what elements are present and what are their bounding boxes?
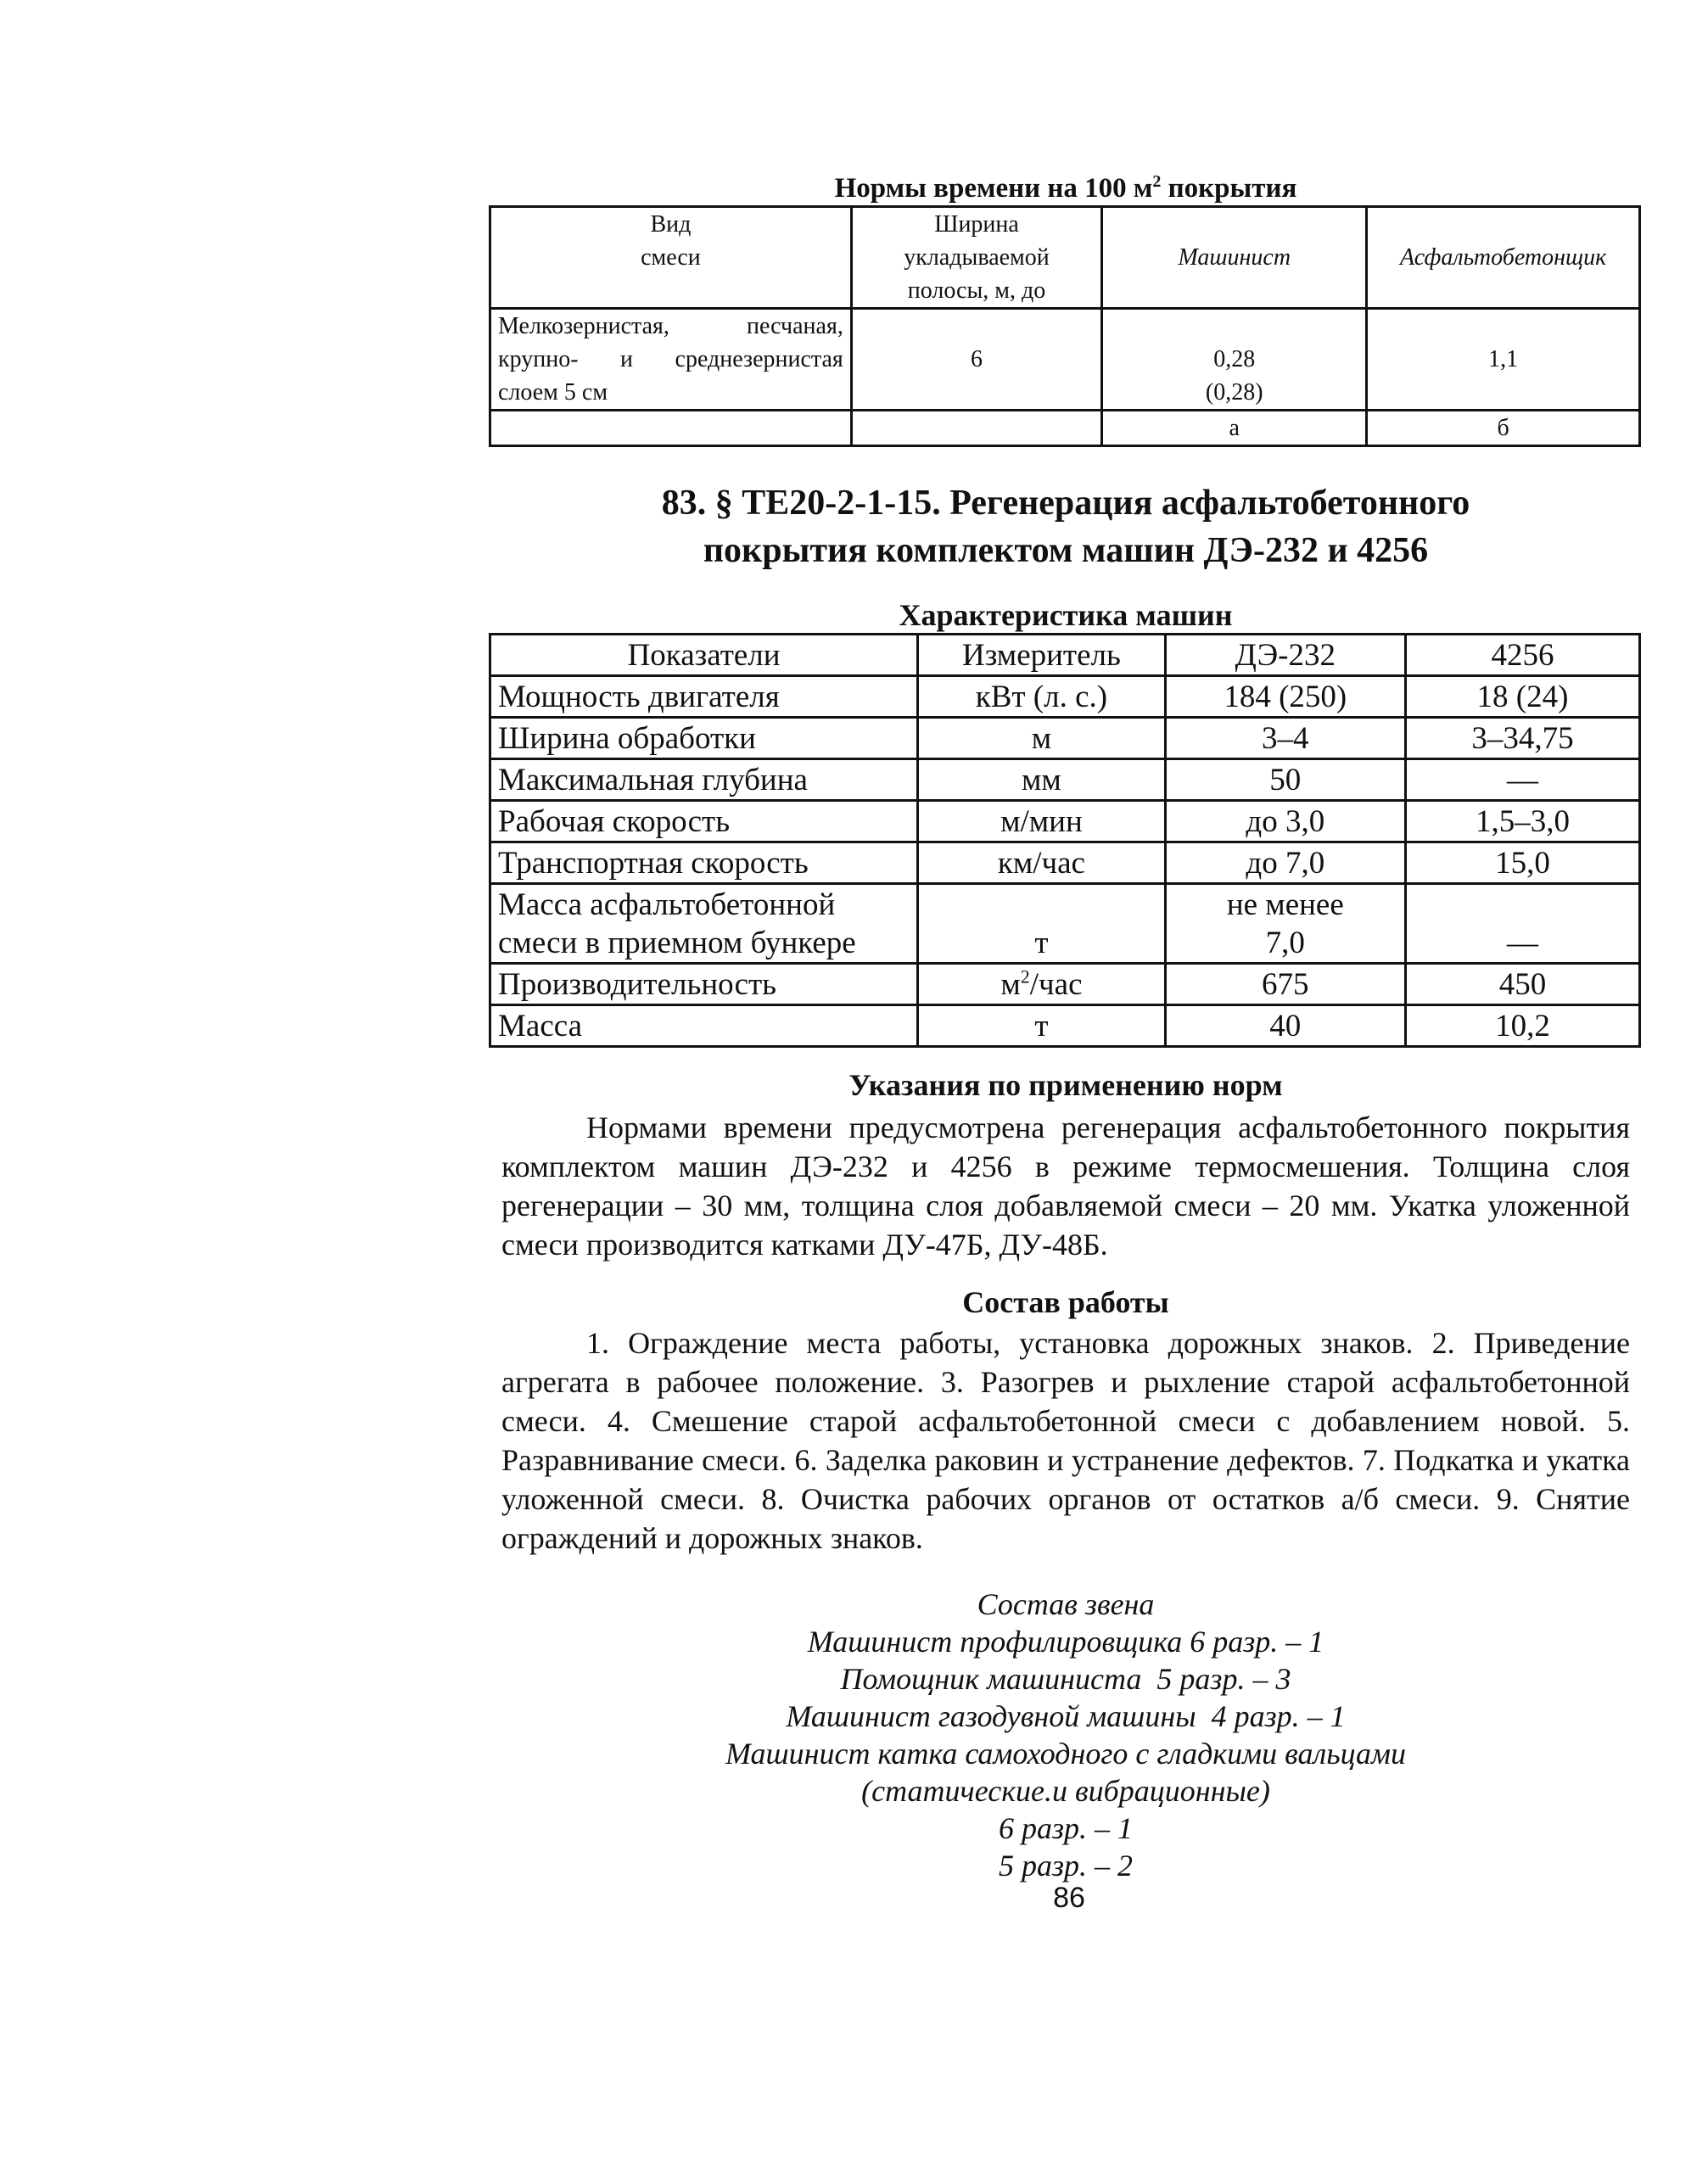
header-mix-type: Вид смеси: [490, 207, 852, 309]
cell-indicator: Мощность двигателя: [490, 676, 918, 718]
cell-unit: мм: [918, 759, 1166, 801]
cell-de232: до 7,0: [1165, 842, 1405, 884]
cell-unit: $м^2$/час: [918, 964, 1166, 1005]
cell-unit: м/мин: [918, 801, 1166, 842]
crew-line: Помощник машиниста 5 разр. – 3: [840, 1662, 1291, 1696]
cell-4256: 3–34,75: [1405, 718, 1639, 759]
header-indicator: Показатели: [490, 635, 918, 676]
cell-4256: 450: [1405, 964, 1639, 1005]
work-text: 1. Ограждение места работы, установка дорожных знаков. 2. Приведение агрегата в рабочее положение. 3. Разогрев и рыхление старой асфальтобетонной смеси. 4. Смешение старой асфальтобетонной смеси с добавлением новой. 5. Разравнивание смеси. 6. Заделка раковин и устранение дефектов. 7. Подкатка и укатка уложенной смеси. 8. Очистка рабочих органов от остатков а/б смеси. 9. Снятие ограждений и дорожных знаков.: [501, 1326, 1630, 1555]
cell-indicator: Масса асфальтобетонной смеси в приемном бункере: [490, 884, 918, 964]
table1-caption: Нормы времени на 100 $м^2$ покрытия: [834, 172, 1297, 204]
cell-de232: 675: [1165, 964, 1405, 1005]
cell-unit: т: [918, 884, 1166, 964]
crew-line: 6 разр. – 1: [998, 1811, 1134, 1845]
crew-block: [489, 1586, 1643, 1884]
section-title: 83. § ТЕ20-2-1-15. Регенерация асфальтобетонного покрытия комплектом машин ДЭ-232 и 4256: [661, 484, 1470, 570]
table-index-row: [490, 411, 1640, 446]
crew-line: Машинист газодувной машины 4 разр. – 1: [786, 1699, 1346, 1733]
cell-indicator: Производительность: [490, 964, 918, 1005]
cell-4256: 15,0: [1405, 842, 1639, 884]
table-row: [490, 676, 1640, 718]
cell-4256: 18 (24): [1405, 676, 1639, 718]
crew-line: 5 разр. – 2: [998, 1849, 1134, 1883]
cell-unit: кВт (л. с.): [918, 676, 1166, 718]
work-title: Состав работы: [962, 1285, 1169, 1319]
header-4256: 4256: [1405, 635, 1639, 676]
cell-unit: м: [918, 718, 1166, 759]
table-row: [490, 309, 1640, 411]
table-row: [490, 884, 1640, 964]
cell-4256: 10,2: [1405, 1005, 1639, 1047]
page-number: 86: [1053, 1882, 1085, 1914]
table-header-row: [490, 635, 1640, 676]
cell-de232: до 3,0: [1165, 801, 1405, 842]
cell-index: [851, 411, 1101, 446]
crew-line: (статические.и вибрационные): [861, 1774, 1270, 1808]
table-row: [490, 718, 1640, 759]
machine-specs-table: [489, 633, 1641, 1048]
cell-de232: 40: [1165, 1005, 1405, 1047]
table-row: [490, 759, 1640, 801]
cell-unit: т: [918, 1005, 1166, 1047]
cell-unit: км/час: [918, 842, 1166, 884]
cell-4256: —: [1405, 759, 1639, 801]
cell-4256: 1,5–3,0: [1405, 801, 1639, 842]
cell-de232: не менее 7,0: [1165, 884, 1405, 964]
table-row: [490, 842, 1640, 884]
header-strip-width: Ширина укладываемой полосы, м, до: [851, 207, 1101, 309]
cell-de232: 3–4: [1165, 718, 1405, 759]
crew-line: Машинист катка самоходного с гладкими вальцами: [725, 1737, 1406, 1771]
cell-4256: —: [1405, 884, 1639, 964]
instructions-title: Указания по применению норм: [848, 1068, 1283, 1102]
table-header-row: [490, 207, 1640, 309]
instructions-text: Нормами времени предусмотрена регенерация асфальтобетонного покрытия комплектом машин ДЭ-232 и 4256 в режиме термосмешения. Толщина слоя регенерации – 30 мм, толщина слоя добавляемой смеси – 20 мм. Укатка уложенной смеси производится катками ДУ-47Б, ДУ-48Б.: [501, 1111, 1630, 1262]
table-row: [490, 1005, 1640, 1047]
cell-mix: Мелкозернистая, песчаная, крупно- и среднезернистая слоем 5 см: [490, 309, 852, 411]
crew-title: Состав звена: [977, 1587, 1155, 1621]
header-driver: Машинист: [1102, 207, 1367, 309]
table-row: [490, 964, 1640, 1005]
crew-line: Машинист профилировщика 6 разр. – 1: [807, 1625, 1324, 1659]
cell-indicator: Масса: [490, 1005, 918, 1047]
cell-indicator: Транспортная скорость: [490, 842, 918, 884]
header-unit: Измеритель: [918, 635, 1166, 676]
cell-indicator: Рабочая скорость: [490, 801, 918, 842]
cell-width: 6: [851, 309, 1101, 411]
time-norms-table: [489, 205, 1641, 447]
header-de232: ДЭ-232: [1165, 635, 1405, 676]
cell-worker: 1,1: [1367, 309, 1640, 411]
cell-index: [490, 411, 852, 446]
header-asphalt-worker: Асфальтобетонщик: [1367, 207, 1640, 309]
table2-caption: Характеристика машин: [899, 598, 1233, 632]
cell-driver: 0,28 (0,28): [1102, 309, 1367, 411]
cell-indicator: Максимальная глубина: [490, 759, 918, 801]
cell-de232: 184 (250): [1165, 676, 1405, 718]
cell-indicator: Ширина обработки: [490, 718, 918, 759]
table-row: [490, 801, 1640, 842]
cell-index: б: [1367, 411, 1640, 446]
cell-index: а: [1102, 411, 1367, 446]
cell-de232: 50: [1165, 759, 1405, 801]
